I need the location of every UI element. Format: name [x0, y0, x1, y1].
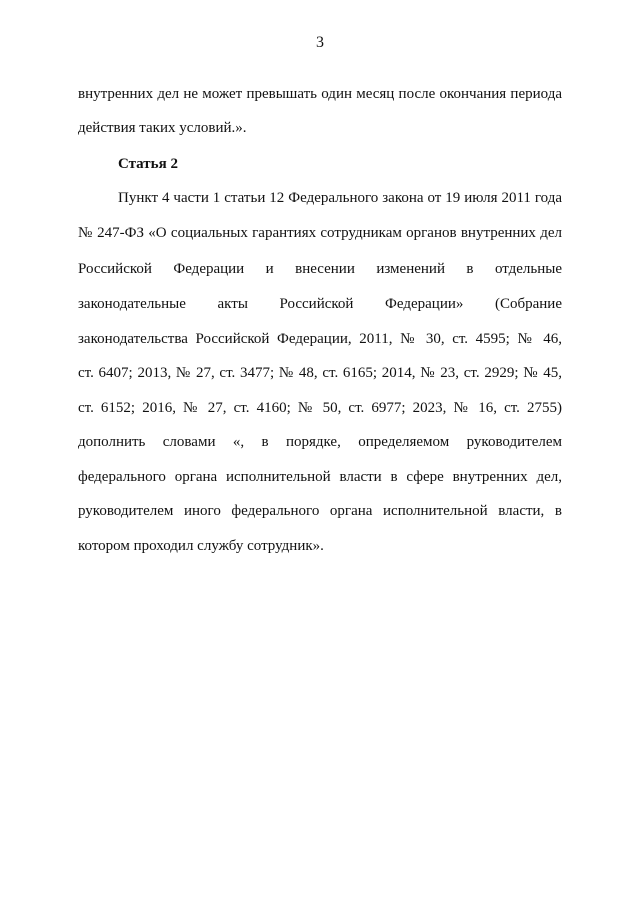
article-line-10: руководителем иного федерального органа исполнительной власти, в	[78, 503, 562, 519]
article-line-2: № 247-ФЗ «О социальных гарантиях сотрудникам органов внутренних дел	[78, 225, 562, 241]
article-line-5: законодательства Российской Федерации, 2011, № 30, ст. 4595; № 46,	[78, 331, 562, 347]
intro-line-1: внутренних дел не может превышать один месяц после окончания периода	[78, 86, 562, 102]
article-line-3: Российской Федерации и внесении изменений в отдельные	[78, 261, 562, 277]
article-line-4: законодательные акты Российской Федерации» (Собрание	[78, 296, 562, 312]
article-line-7: ст. 6152; 2016, № 27, ст. 4160; № 50, ст. 6977; 2023, № 16, ст. 2755)	[78, 400, 562, 416]
intro-line-2: действия таких условий.».	[78, 120, 247, 136]
article-line-6: ст. 6407; 2013, № 27, ст. 3477; № 48, ст. 6165; 2014, № 23, ст. 2929; № 45,	[78, 365, 562, 381]
article-line-8: дополнить словами «, в порядке, определяемом руководителем	[78, 434, 562, 450]
article-line-11: котором проходил службу сотрудник».	[78, 538, 324, 554]
article-line-9: федерального органа исполнительной власти в сфере внутренних дел,	[78, 469, 562, 485]
page-number: 3	[316, 34, 324, 51]
article-line-1: Пункт 4 части 1 статьи 12 Федерального закона от 19 июля 2011 года	[118, 190, 562, 206]
article-heading: Статья 2	[118, 156, 178, 172]
